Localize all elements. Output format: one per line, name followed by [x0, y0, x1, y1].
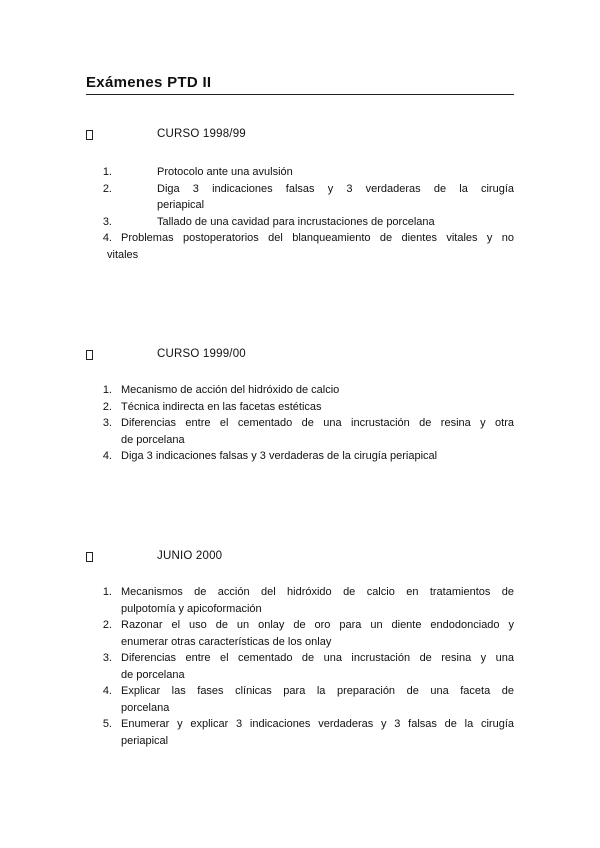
section-heading: CURSO 1999/00	[157, 348, 246, 360]
item-number: 4.	[102, 450, 112, 462]
item-number: 3.	[102, 652, 112, 664]
item-text: Razonar el uso de un onlay de oro para un diente endodonciado y	[121, 619, 514, 631]
item-text: Tallado de una cavidad para incrustaciones de porcelana	[157, 215, 435, 228]
checkbox-bullet-icon	[86, 552, 93, 562]
item-text-continued: pulpotomía y apicoformación	[121, 602, 262, 615]
checkbox-bullet-icon	[86, 130, 93, 140]
item-text: Explicar las fases clínicas para la preparación de una faceta de	[121, 685, 514, 697]
item-number: 5.	[102, 718, 112, 730]
item-text: Diga 3 indicaciones falsas y 3 verdaderas de la cirugía	[157, 182, 514, 195]
item-number: 2.	[102, 619, 112, 631]
item-text-continued: enumerar otras características de los onlay	[121, 635, 332, 648]
item-number: 1.	[102, 384, 112, 396]
section-heading: CURSO 1998/99	[157, 128, 246, 140]
item-text: Diferencias entre el cementado de una incrustación de resina y una	[121, 652, 514, 664]
item-number: 4.	[102, 232, 112, 244]
item-text: Diferencias entre el cementado de una incrustación de resina y otra	[121, 417, 514, 429]
item-text: Enumerar y explicar 3 indicaciones verdaderas y 3 falsas de la cirugía	[121, 718, 514, 730]
section-heading: JUNIO 2000	[157, 550, 223, 562]
item-text: Mecanismos de acción del hidróxido de calcio en tratamientos de	[121, 586, 514, 598]
item-text-continued: de porcelana	[121, 668, 185, 681]
item-number: 3.	[102, 215, 112, 228]
item-number: 1.	[102, 166, 112, 178]
item-text-continued: porcelana	[121, 701, 170, 714]
item-text-continued: periapical	[121, 734, 169, 747]
item-text: Problemas postoperatorios del blanqueamiento de dientes vitales y no	[121, 232, 514, 244]
item-text-continued: de porcelana	[121, 433, 185, 446]
item-text: Diga 3 indicaciones falsas y 3 verdaderas de la cirugía periapical	[121, 450, 438, 462]
item-text: Técnica indirecta en las facetas estéticas	[121, 400, 322, 413]
item-number: 4.	[102, 685, 112, 697]
item-text-continued: vitales	[107, 248, 139, 261]
item-number: 2.	[102, 182, 112, 195]
item-text-continued: periapical	[157, 199, 205, 211]
item-number: 1.	[102, 586, 112, 598]
item-number: 2.	[102, 400, 112, 413]
page-title: Exámenes PTD II	[86, 74, 514, 95]
checkbox-bullet-icon	[86, 350, 93, 360]
item-text: Mecanismo de acción del hidróxido de calcio	[121, 384, 340, 396]
item-number: 3.	[102, 417, 112, 429]
item-text: Protocolo ante una avulsión	[157, 166, 293, 178]
